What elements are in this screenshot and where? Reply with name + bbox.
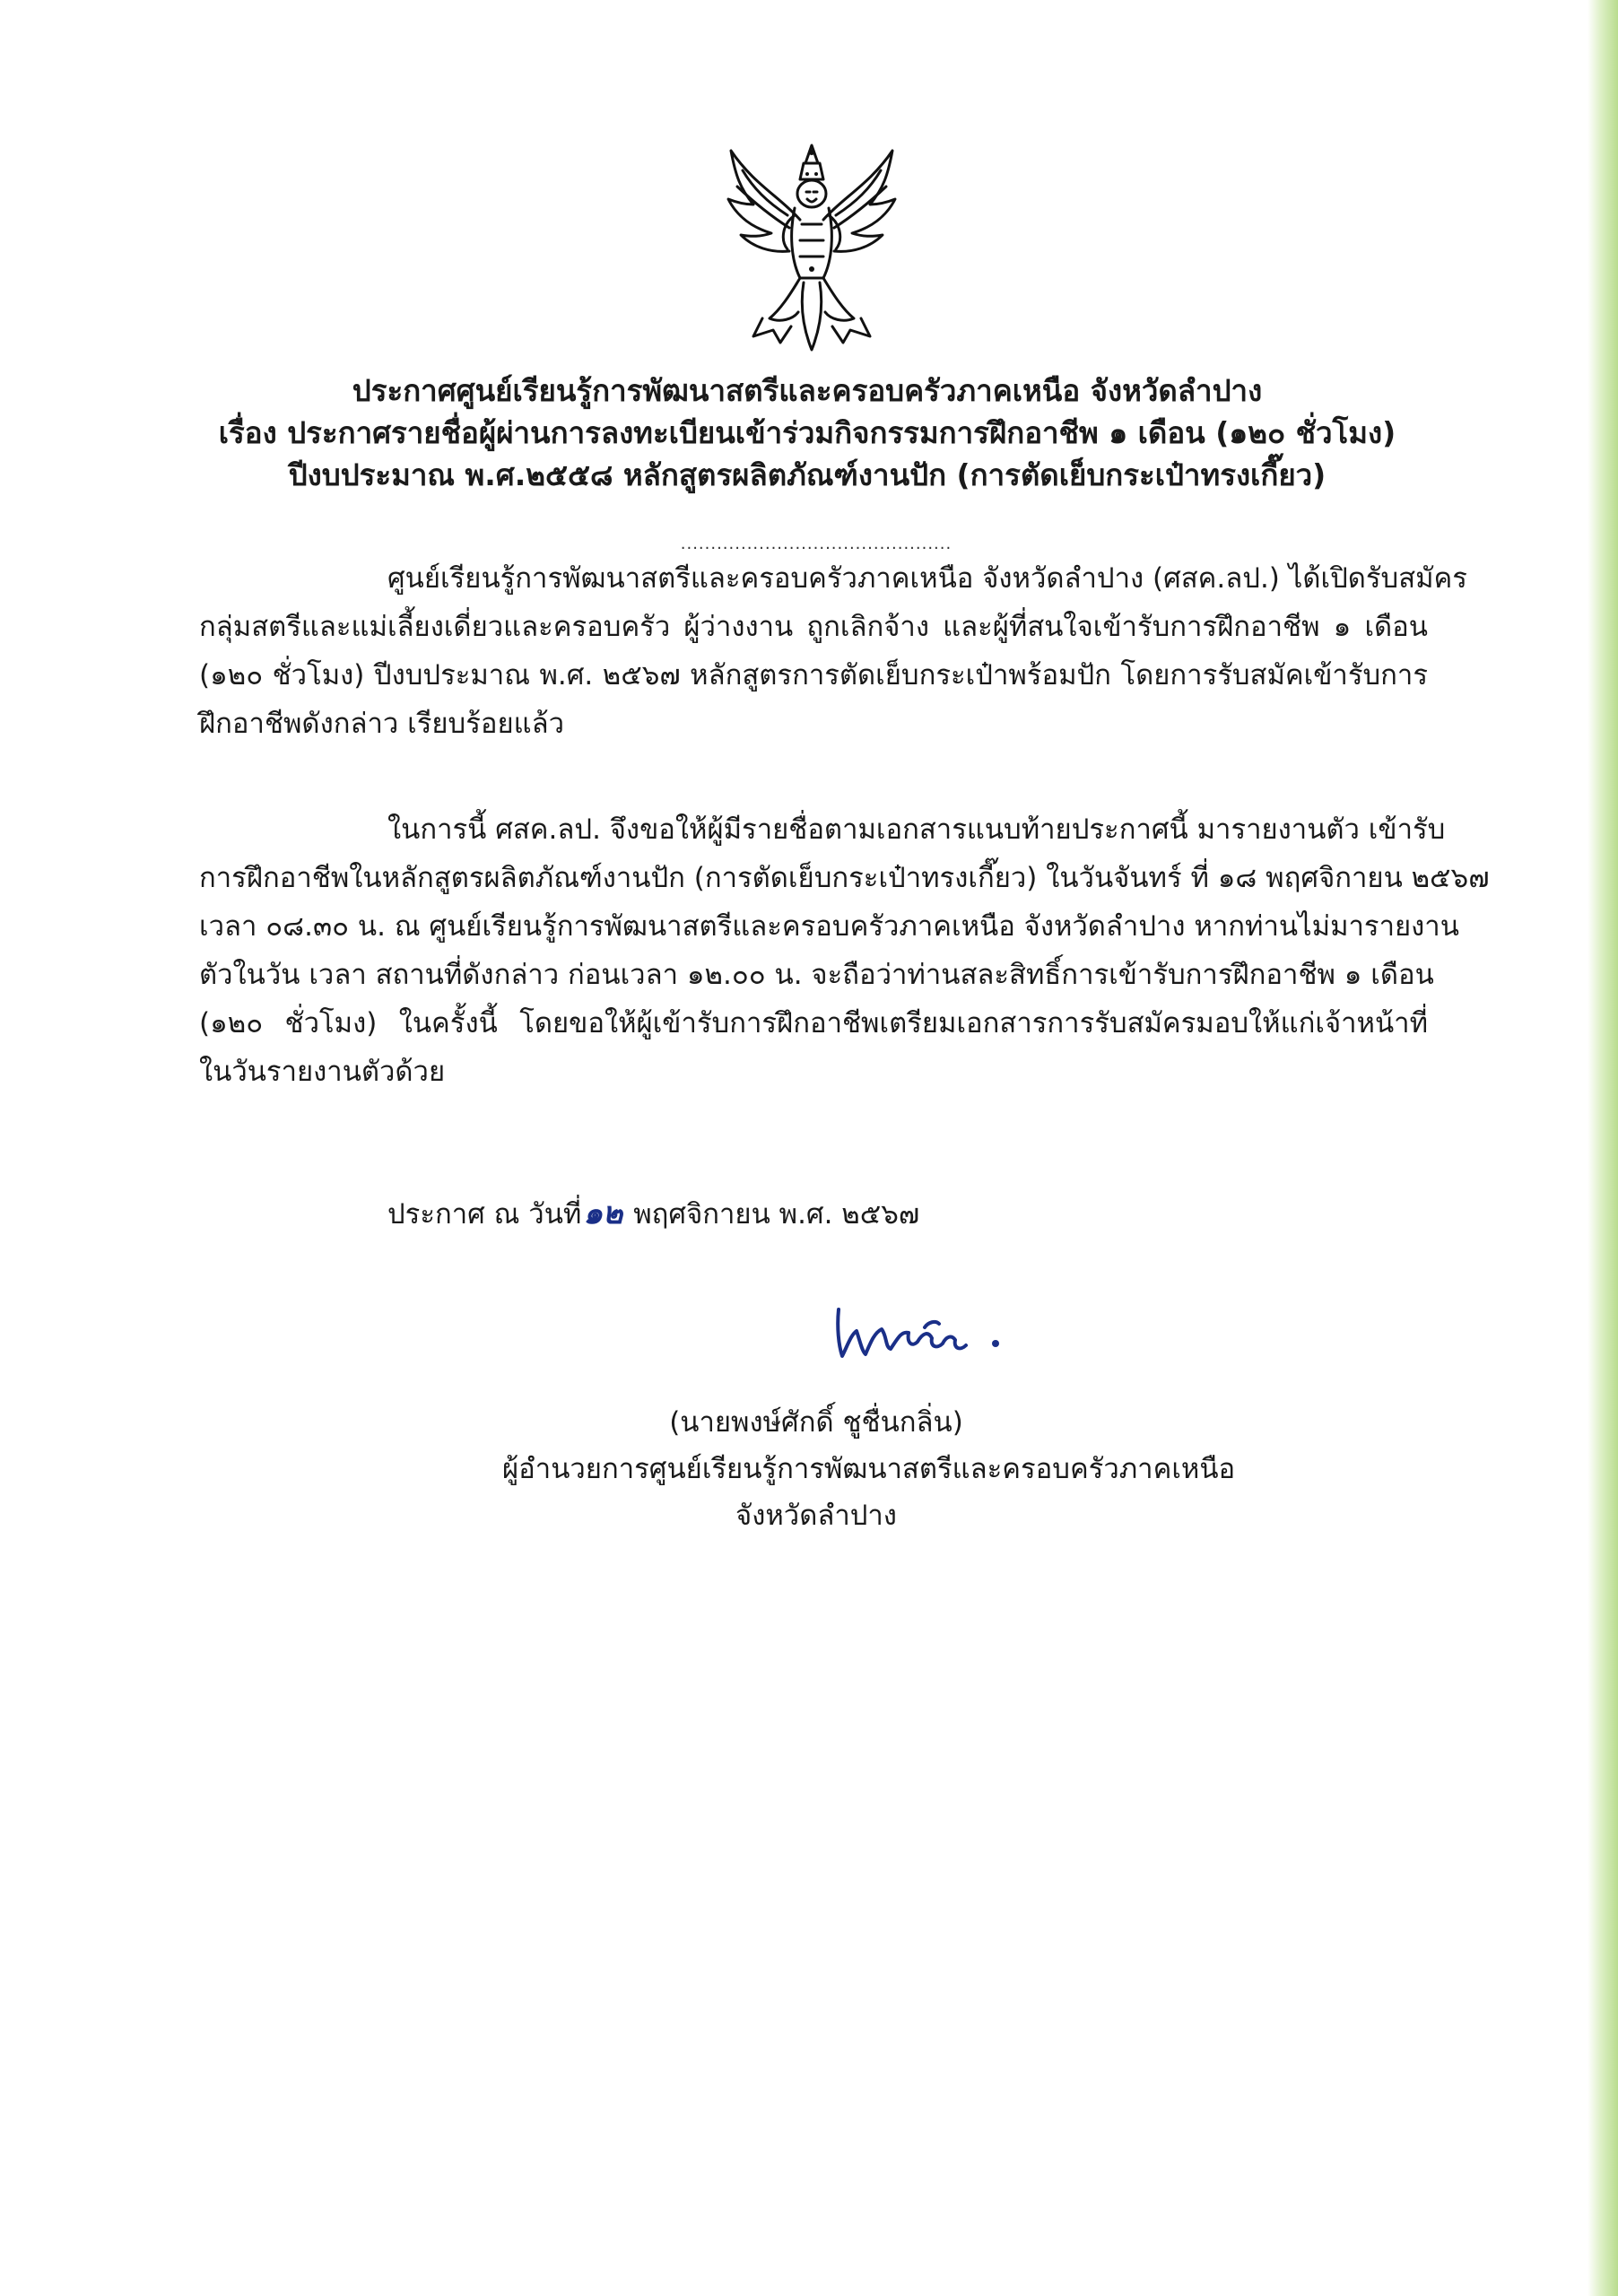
header-title-line: ประกาศศูนย์เรียนรู้การพัฒนาสตรีและครอบครัวภาคเหนือ จังหวัดลำปาง [352,373,1263,408]
header-program-line: ปีงบประมาณ พ.ศ.๒๕๕๘ หลักสูตรผลิตภัณฑ์งานปัก (การตัดเย็บกระเป๋าทรงเกี๊ยว) [288,457,1327,492]
header-subject-line: เรื่อง ประกาศรายชื่อผู้ผ่านการลงทะเบียนเข้าร่วมกิจกรรมการฝึกอาชีพ ๑ เดือน (๑๒๐ ชั่วโมง) [218,415,1396,450]
header-separator: ............................................. [680,535,953,553]
date-day-handwritten: ๑๒ [583,1196,623,1231]
paragraph-line: การฝึกอาชีพในหลักสูตรผลิตภัณฑ์งานปัก (การตัดเย็บกระเป๋าทรงเกี๊ยว) ในวันจันทร์ ที่ ๑๘ พฤศจิกายน ๒๕๖๗ [199,862,1490,894]
signatory-province: จังหวัดลำปาง [735,1500,897,1532]
body-paragraph-2 [199,805,1490,1096]
handwritten-signature [812,1292,1036,1372]
paragraph-line: ศูนย์เรียนรู้การพัฒนาสตรีและครอบครัวภาคเหนือ จังหวัดลำปาง (ศสค.ลป.) ได้เปิดรับสมัคร [387,562,1467,595]
paragraph-line: เวลา ๐๘.๓๐ น. ณ ศูนย์เรียนรู้การพัฒนาสตรีและครอบครัวภาคเหนือ จังหวัดลำปาง หากท่านไม่มารายงาน [199,910,1459,943]
paragraph-line: (๑๒๐ ชั่วโมง) ในครั้งนี้ โดยขอให้ผู้เข้ารับการฝึกอาชีพเตรียมเอกสารการรับสมัครมอบให้แก่เจ้าหน้าที่ [199,1007,1428,1039]
garuda-emblem-icon [718,135,906,359]
paragraph-line: ตัวในวัน เวลา สถานที่ดังกล่าว ก่อนเวลา ๑๒.๐๐ น. จะถือว่าท่านสละสิทธิ์การเข้ารับการฝึกอาชีพ ๑ เดือน [199,959,1434,991]
body-paragraph-1 [199,554,1467,748]
announcement-header [135,370,1480,496]
paragraph-line: ฝึกอาชีพดังกล่าว เรียบร้อยแล้ว [199,708,565,740]
paragraph-line: กลุ่มสตรีและแม่เลี้ยงเดี่ยวและครอบครัว ผู้ว่างงาน ถูกเลิกจ้าง และผู้ที่สนใจเข้ารับการฝึกอาชีพ ๑ เดือน [199,611,1428,643]
signatory-name: (นายพงษ์ศักดิ์ ชูชื่นกลิ่น) [669,1406,963,1439]
paragraph-line: ในการนี้ ศสค.ลป. จึงขอให้ผู้มีรายชื่อตามเอกสารแนบท้ายประกาศนี้ มารายงานตัว เข้ารับ [387,813,1446,846]
paragraph-line: ในวันรายงานตัวด้วย [199,1056,446,1088]
date-prefix: ประกาศ ณ วันที่ [387,1198,582,1231]
signatory-block [502,1399,1236,1539]
paragraph-line: (๑๒๐ ชั่วโมง) ปีงบประมาณ พ.ศ. ๒๕๖๗ หลักสูตรการตัดเย็บกระเป๋าพร้อมปัก โดยการรับสมัคเข้ารับการ [199,659,1428,691]
green-edge-stripe [1588,0,1618,2296]
announcement-date [387,1189,919,1239]
date-suffix: พฤศจิกายน พ.ศ. ๒๕๖๗ [624,1198,920,1231]
signatory-position: ผู้อำนวยการศูนย์เรียนรู้การพัฒนาสตรีและครอบครัวภาคเหนือ [502,1453,1236,1485]
